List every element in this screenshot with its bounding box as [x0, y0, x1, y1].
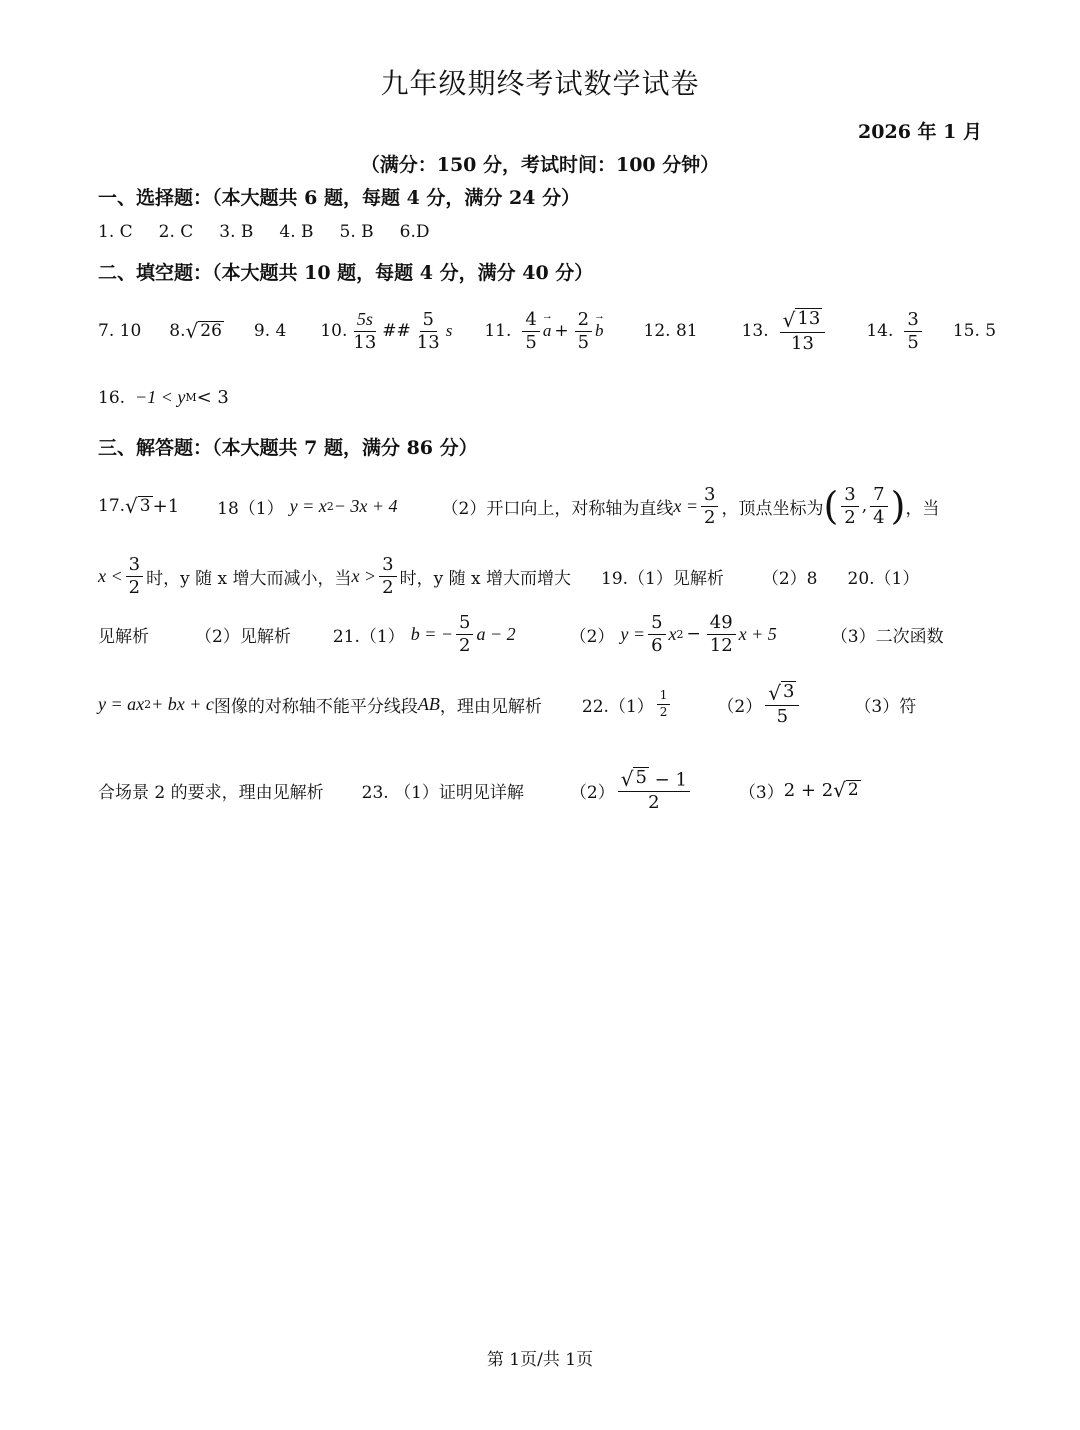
section-choice-heading: 一、选择题：（本大题共 6 题，每题 4 分，满分 24 分） — [98, 187, 581, 209]
fill-15: 15. 5 — [952, 321, 997, 341]
solve-l2-text-2: 时，y 随 x 增大而增大 — [399, 568, 571, 589]
solve-l2-x2: x > — [351, 565, 377, 586]
solve-l4-text-2: ，理由见解析 — [439, 696, 542, 717]
solve-l2-frac-2: $\frac{3}{2}$ — [379, 555, 396, 598]
page-footer: 第 1页/共 1页 — [486, 1350, 594, 1370]
solve-l4-sup: 2 — [144, 697, 152, 711]
solve-21-2-x: x — [668, 623, 677, 644]
fill-10-separator: ## — [382, 321, 411, 341]
solve-21-1-label: 21.（1） — [332, 626, 405, 647]
solve-row-4 — [98, 676, 916, 732]
solve-19-1: 19.（1）见解析 — [601, 568, 724, 589]
fill-8-label: 8. — [169, 321, 186, 341]
solve-18-dang: ，当 — [905, 498, 940, 519]
solve-23-2-label: （2） — [569, 782, 615, 803]
solve-21-2-sup: 2 — [676, 627, 684, 641]
solve-row-2 — [98, 548, 919, 604]
solve-21-2-label: （2） — [569, 626, 615, 647]
answer-3: 3. B — [219, 222, 254, 242]
solve-18-x: x = — [673, 495, 699, 516]
answer-4: 4. B — [279, 222, 314, 242]
answer-5: 5. B — [339, 222, 374, 242]
fill-13-frac: √ 13 13 — [780, 308, 826, 354]
exam-info: （满分：150 分，考试时间：100 分钟） — [360, 154, 720, 176]
section-solve-heading: 三、解答题：（本大题共 7 题，满分 86 分） — [98, 437, 478, 459]
fill-7: 7. 10 — [98, 321, 142, 341]
fill-10-label: 10. — [320, 321, 348, 341]
solve-22-1-frac: $\frac{1}{2}$ — [657, 689, 671, 718]
solve-18-1-sup: 2 — [326, 499, 334, 513]
solve-21-1-frac: $\frac{5}{2}$ — [456, 613, 473, 656]
fill-13-label: 13. — [741, 321, 769, 341]
answer-1: 1. C — [98, 222, 133, 242]
solve-20-1-text: 见解析 — [98, 626, 149, 647]
solve-row-1 — [98, 478, 939, 534]
answer-6: 6.D — [399, 222, 430, 242]
fill-16-expr: −1 < y — [135, 387, 186, 407]
fill-9: 9. 4 — [253, 321, 287, 341]
solve-19-2: （2）8 — [761, 568, 818, 589]
solve-l4-expr-a: y = ax — [98, 693, 145, 714]
exam-date: 2026 年 1 月 — [858, 121, 982, 143]
solve-17-sqrt: √ 3 — [125, 494, 151, 519]
solve-18-vy-frac: $\frac{7}{4}$ — [870, 485, 887, 528]
solve-22-3-text: 合场景 2 的要求，理由见解析 — [98, 782, 324, 803]
solve-20-2: （2）见解析 — [195, 626, 291, 647]
fill-answers-row — [98, 303, 996, 359]
solve-22-2-frac: √ 3 5 — [765, 681, 799, 727]
solve-18-1-label: 18（1） — [217, 498, 284, 519]
right-paren: ) — [890, 484, 906, 528]
solve-22-2-label: （2） — [717, 696, 763, 717]
solve-l4-text: 图像的对称轴不能平分线段 — [213, 696, 418, 717]
solve-23-1: 23. （1）证明见详解 — [361, 782, 524, 803]
solve-21-2-tail: x + 5 — [738, 623, 777, 644]
choice-answers — [98, 222, 430, 242]
solve-23-3-expr: 2 + 2 — [783, 779, 834, 801]
vector-a: → a — [543, 321, 552, 341]
fill-8-sqrt: √ 26 — [185, 319, 222, 344]
solve-21-3-label: （3）二次函数 — [830, 626, 944, 647]
fill-16-row — [98, 387, 229, 408]
fill-11-frac-1: $\frac{4}{5}$ — [522, 310, 539, 353]
solve-23-2-frac: √ 5 − 1 2 — [618, 767, 690, 813]
solve-21-1-expr-b: a − 2 — [476, 623, 516, 644]
solve-22-1-label: 22.（1） — [581, 696, 654, 717]
fill-16-tail: < 3 — [196, 387, 229, 408]
solve-18-vertex-text: ，顶点坐标为 — [721, 498, 824, 519]
solve-21-2-frac-2: $\frac{49}{12}$ — [707, 613, 736, 656]
solve-18-comma: , — [861, 496, 868, 516]
fill-11-label: 11. — [484, 321, 512, 341]
solve-23-3-label: （3） — [738, 782, 784, 803]
fill-10-frac-1: $\frac{5s}{13}$ — [353, 308, 377, 353]
solve-21-2-frac-1: $\frac{5}{6}$ — [648, 613, 665, 656]
solve-17-label: 17. — [98, 496, 126, 516]
fill-14-frac: $\frac{3}{5}$ — [904, 310, 921, 353]
solve-23-3-sqrt: √ 2 — [833, 778, 859, 803]
fill-16-sub: M — [185, 391, 197, 404]
fill-14-label: 14. — [866, 321, 894, 341]
fill-10-s: s — [445, 321, 453, 340]
solve-18-axis-frac: $\frac{3}{2}$ — [701, 485, 718, 528]
fill-11-frac-2: $\frac{2}{5}$ — [575, 310, 592, 353]
fill-11-plus: + — [554, 321, 569, 341]
answer-2: 2. C — [158, 222, 194, 242]
solve-21-1-expr-a: b = − — [410, 623, 453, 644]
fill-10-frac-2: $\frac{5}{13}$ — [416, 308, 440, 353]
vector-b: → b — [595, 321, 604, 341]
solve-22-3-label: （3）符 — [854, 696, 917, 717]
solve-18-vx-frac: $\frac{3}{2}$ — [841, 485, 858, 528]
document-title: 九年级期终考试数学试卷 — [380, 67, 700, 100]
segment-ab: AB — [417, 693, 440, 714]
solve-l2-x1: x < — [98, 565, 123, 586]
solve-18-1-expr-b: − 3x + 4 — [333, 495, 398, 516]
solve-row-3 — [98, 606, 944, 662]
solve-18-2-text: （2）开口向上，对称轴为直线 — [441, 498, 674, 519]
solve-l2-frac-1: $\frac{3}{2}$ — [126, 555, 143, 598]
left-paren: ( — [823, 484, 839, 528]
solve-17-tail: +1 — [152, 495, 180, 517]
fill-16-label: 16. — [98, 387, 126, 408]
solve-l4-expr-b: + bx + c — [151, 693, 214, 714]
solve-18-1-expr-a: y = x — [289, 495, 327, 516]
fill-12: 12. 81 — [643, 321, 698, 341]
solve-l2-text-1: 时，y 随 x 增大而减小，当 — [146, 568, 352, 589]
section-fill-heading: 二、填空题：（本大题共 10 题，每题 4 分，满分 40 分） — [98, 262, 594, 284]
solve-21-2-minus: − — [686, 624, 701, 644]
solve-row-5 — [98, 762, 861, 818]
solve-21-2-expr-a: y = — [620, 623, 646, 644]
solve-20-1-label: 20.（1） — [847, 568, 920, 589]
